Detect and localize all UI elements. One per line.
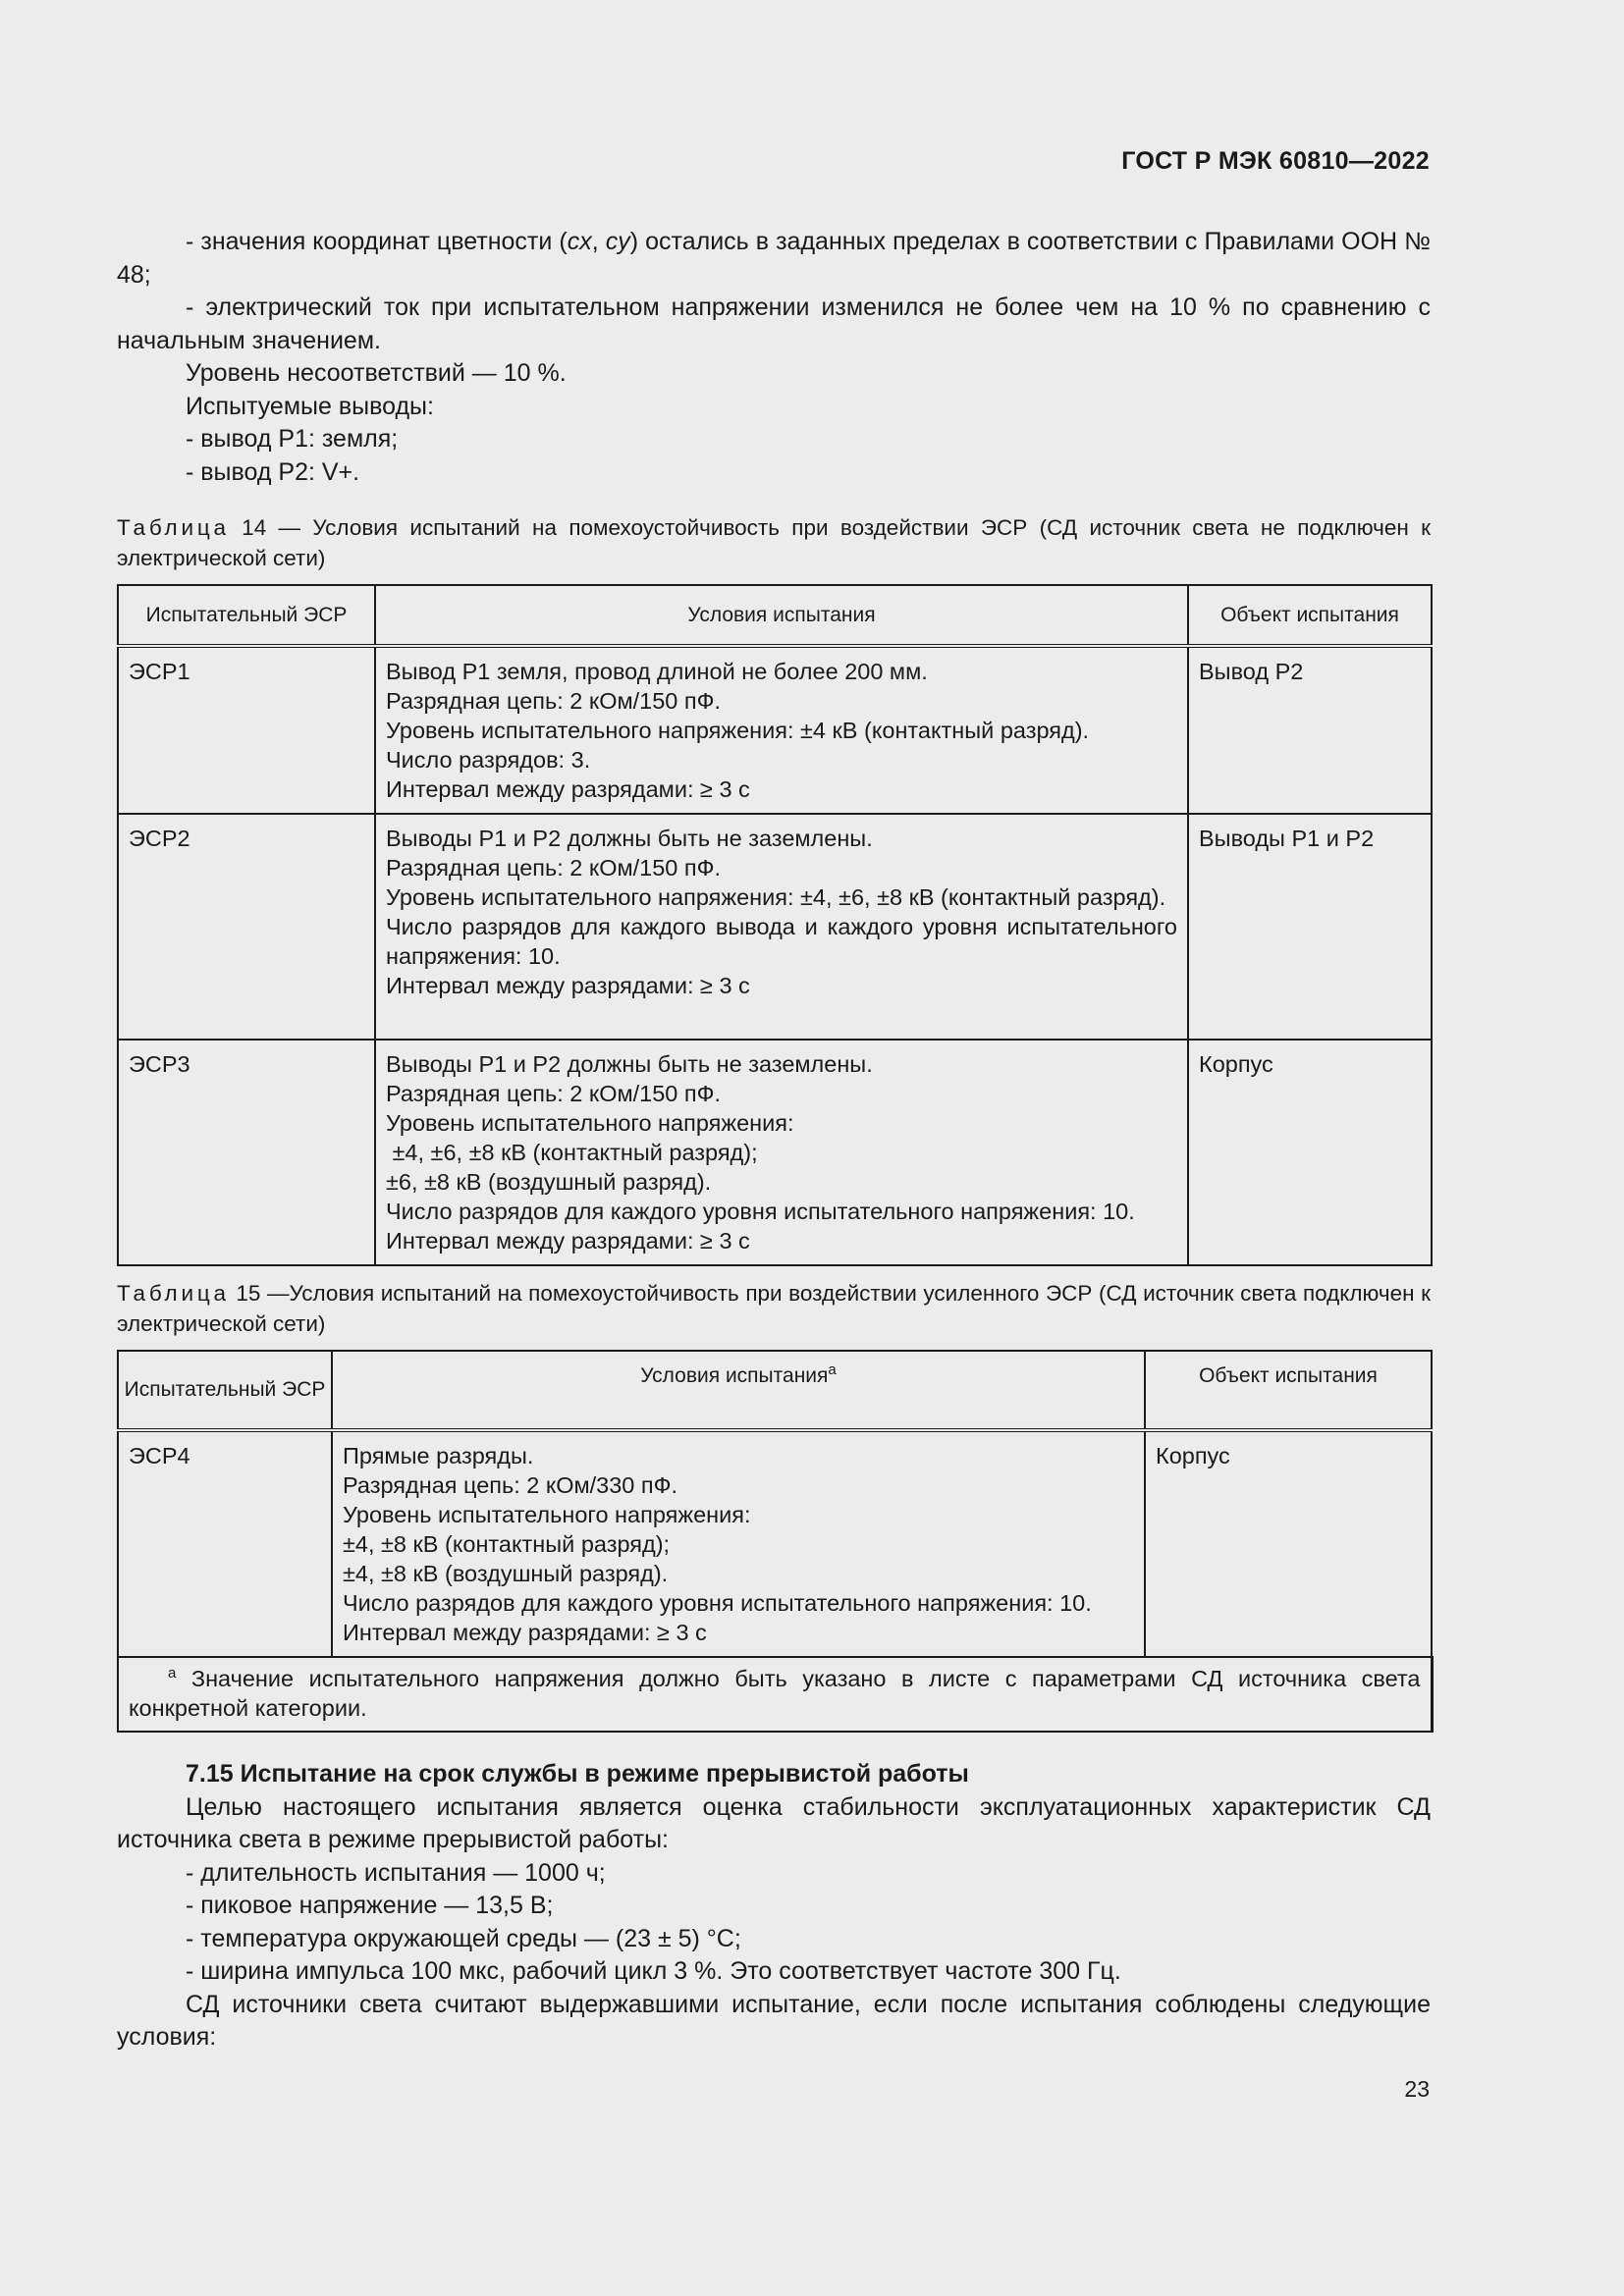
section-conclusion: СД источники света считают выдержавшими испытание, если после испытания соблюдены следующие условия: [117,1990,1431,2051]
table-row [118,646,1432,814]
section-heading: 7.15 Испытание на срок службы в режиме прерывистой работы [186,1760,969,1788]
param-peak-voltage: - пиковое напряжение — 13,5 В; [186,1892,554,1919]
cell-test: ЭСР3 [118,1040,375,1265]
param-pulse-width: - ширина импульса 100 мкс, рабочий цикл 3 %. Это соответствует частоте 300 Гц. [186,1957,1121,1985]
cell-object: Выводы Р1 и Р2 [1188,814,1432,1040]
header-test-object: Объект испытания [1188,585,1432,646]
header-test-object: Объект испытания [1145,1351,1432,1430]
section-intro: Целью настоящего испытания является оценка стабильности эксплуатационных характеристик СД источника света в режиме прерывистой работы: [117,1792,1431,1853]
table-header-row [118,585,1432,646]
table-15-caption: Таблица 15 —Условия испытаний на помехоустойчивость при воздействии усиленного ЭСР (СД источник света подключен к электрической сети) [117,1281,1431,1336]
header-conditions: Условия испытания [375,585,1188,646]
header-conditions: Условия испытания$^a$ [332,1351,1145,1430]
nonconformity-level: Уровень несоответствий — 10 %. [186,359,567,387]
table-14-label: Таблица [117,515,230,540]
list-item-current: - электрический ток при испытательном напряжении изменился не более чем на 10 % по сравнению с начальным значением. [117,294,1431,354]
table-footnote: $^а$ Значение испытательного напряжения должно быть указано в листе с параметрами СД источника света конкретной категории. [118,1657,1432,1732]
cell-object: Вывод Р2 [1188,646,1432,814]
footnote-mark: a [828,1362,837,1378]
table-footnote-row [118,1657,1432,1732]
cell-object: Корпус [1188,1040,1432,1265]
terminal-p2: - вывод Р2: V+. [186,457,360,486]
table-header-row [118,1351,1432,1430]
terminals-title: Испытуемые выводы: [186,392,434,420]
cell-conditions: Выводы Р1 и Р2 должны быть не заземлены. Разрядная цепь: 2 кОм/150 пФ. Уровень испытательного напряжения: ±4, ±6, ±8 кВ (контактный разряд). Число разрядов для каждого вывода и каждого уровня испытательного напряжения: 10. Интервал между разрядами: ≥ 3 с [375,814,1188,1040]
page-content [117,226,1431,2055]
table-15 [117,1350,1434,1733]
terminal-p1: - вывод Р1: земля; [186,425,399,453]
table-row [118,1040,1432,1265]
footnote-mark: а [168,1665,177,1682]
cell-conditions: Прямые разряды. Разрядная цепь: 2 кОм/330 пФ. Уровень испытательного напряжения: ±4, ±8 кВ (контактный разряд); ±4, ±8 кВ (воздушный разряд). Число разрядов для каждого уровня испытательного напряжения: 10. Интервал между разрядами: ≥ 3 с [332,1430,1145,1657]
header-esd-test: Испытательный ЭСР [118,1351,332,1430]
table-15-label: Таблица [117,1281,230,1306]
page-number: 23 [1404,2076,1430,2102]
table-14 [117,584,1433,1266]
cell-object: Корпус [1145,1430,1432,1657]
param-temperature: - температура окружающей среды — (23 ± 5) °С; [186,1924,741,1952]
cell-conditions: Выводы Р1 и Р2 должны быть не заземлены. Разрядная цепь: 2 кОм/150 пФ. Уровень испытательного напряжения: ±4, ±6, ±8 кВ (контактный разряд); ±6, ±8 кВ (воздушный разряд). Число разрядов для каждого уровня испытательного напряжения: 10. Интервал между разрядами: ≥ 3 с [375,1040,1188,1265]
table-row [118,1430,1432,1657]
list-item-chromaticity: - значения координат цветности (cx, cy) остались в заданных пределах в соответствии с Правилами ООН № 48; [117,228,1431,289]
table-row [118,814,1432,1040]
table-14-caption: Таблица 14 — Условия испытаний на помехоустойчивость при воздействии ЭСР (СД источник света не подключен к электрической сети) [117,515,1431,570]
document-header: ГОСТ Р МЭК 60810—2022 [1121,147,1430,175]
cell-test: ЭСР4 [118,1430,332,1657]
header-esd-test: Испытательный ЭСР [118,585,375,646]
cell-test: ЭСР1 [118,646,375,814]
cell-test: ЭСР2 [118,814,375,1040]
param-duration: - длительность испытания — 1000 ч; [186,1858,606,1887]
cell-conditions: Вывод Р1 земля, провод длиной не более 200 мм. Разрядная цепь: 2 кОм/150 пФ. Уровень испытательного напряжения: ±4 кВ (контактный разряд). Число разрядов: 3. Интервал между разрядами: ≥ 3 с [375,646,1188,814]
